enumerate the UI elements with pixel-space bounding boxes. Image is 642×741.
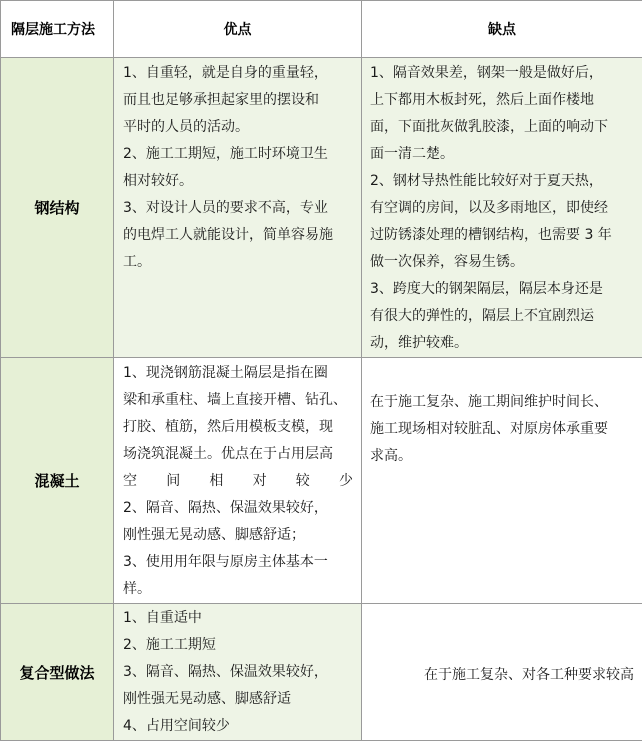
header-row [1,1,642,58]
cons-line: 在于施工复杂、施工期间维护时间长、 [370,389,636,416]
pros-line: 梁和承重柱、墙上直接开槽、钻孔、 [123,387,353,414]
pros-line: 1、自重适中 [123,605,353,632]
pros-line: 2、施工工期短 [123,632,353,659]
pros-char: 少 [339,468,353,495]
pros-char: 相 [209,468,223,495]
pros-line: 3、对设计人员的要求不高，专业 [123,195,353,222]
pros-line: 而且也足够承担起家里的摆设和 [123,87,353,114]
header-pros: 优点 [114,1,362,58]
pros-cell [114,358,362,604]
cons-line: 做一次保养，容易生锈。 [370,249,632,276]
pros-line: 相对较好。 [123,168,353,195]
method-cell: 钢结构 [1,58,114,358]
pros-line: 2、隔音、隔热、保温效果较好， [123,495,353,522]
cons-line: 过防锈漆处理的槽钢结构，也需要 3 年 [370,222,632,249]
pros-line: 样。 [123,576,353,603]
pros-line: 打胶、植筋，然后用模板支模，现 [123,414,353,441]
pros-char: 间 [166,468,180,495]
cons-line: 3、跨度大的钢架隔层，隔层本身还是 [370,276,632,303]
cons-cell [362,358,642,604]
cons-line: 1、隔音效果差，钢架一般是做好后， [370,60,632,87]
cons-line: 面，下面批灰做乳胶漆，上面的响动下 [370,114,632,141]
pros-line: 刚性强无晃动感、脚感舒适； [123,522,353,549]
cons-line: 有很大的弹性的，隔层上不宜剧烈运 [370,303,632,330]
pros-line: 1、自重轻，就是自身的重量轻， [123,60,353,87]
pros-char: 空 [123,468,137,495]
pros-line: 平时的人员的活动。 [123,114,353,141]
cons-line: 有空调的房间，以及多雨地区，即使经 [370,195,632,222]
table-row-concrete [1,358,642,604]
cons-line: 面一清二楚。 [370,141,632,168]
cons-line: 2、钢材导热性能比较好对于夏天热， [370,168,632,195]
pros-line: 2、施工工期短，施工时环境卫生 [123,141,353,168]
cons-line: 求高。 [370,443,636,470]
method-cell: 混凝土 [1,358,114,604]
pros-line: 3、隔音、隔热、保温效果较好， [123,659,353,686]
table-row-steel [1,58,642,358]
pros-line: 场浇筑混凝土。优点在于占用层高 [123,441,353,468]
pros-line: 刚性强无晃动感、脚感舒适 [123,686,353,713]
pros-line: 4、占用空间较少 [123,713,353,740]
table-row-composite [1,604,642,741]
pros-line: 工。 [123,249,353,276]
cons-line: 上下都用木板封死，然后上面作楼地 [370,87,632,114]
pros-line: 的电焊工人就能设计，简单容易施 [123,222,353,249]
pros-char: 较 [296,468,310,495]
method-cell: 复合型做法 [1,604,114,741]
header-cons: 缺点 [362,1,642,58]
pros-line-spread [123,468,353,495]
pros-line: 3、使用用年限与原房主体基本一 [123,549,353,576]
pros-cell [114,604,362,741]
cons-cell [362,58,642,358]
cons-line: 施工现场相对较脏乱、对原房体承重要 [370,416,636,443]
header-method: 隔层施工方法 [1,1,114,58]
pros-cell [114,58,362,358]
cons-line: 动，维护较难。 [370,330,632,357]
pros-char: 对 [253,468,267,495]
pros-line: 1、现浇钢筋混凝土隔层是指在圈 [123,360,353,387]
cons-cell [362,604,642,741]
cons-line: 在于施工复杂、对各工种要求较高 [370,662,634,689]
